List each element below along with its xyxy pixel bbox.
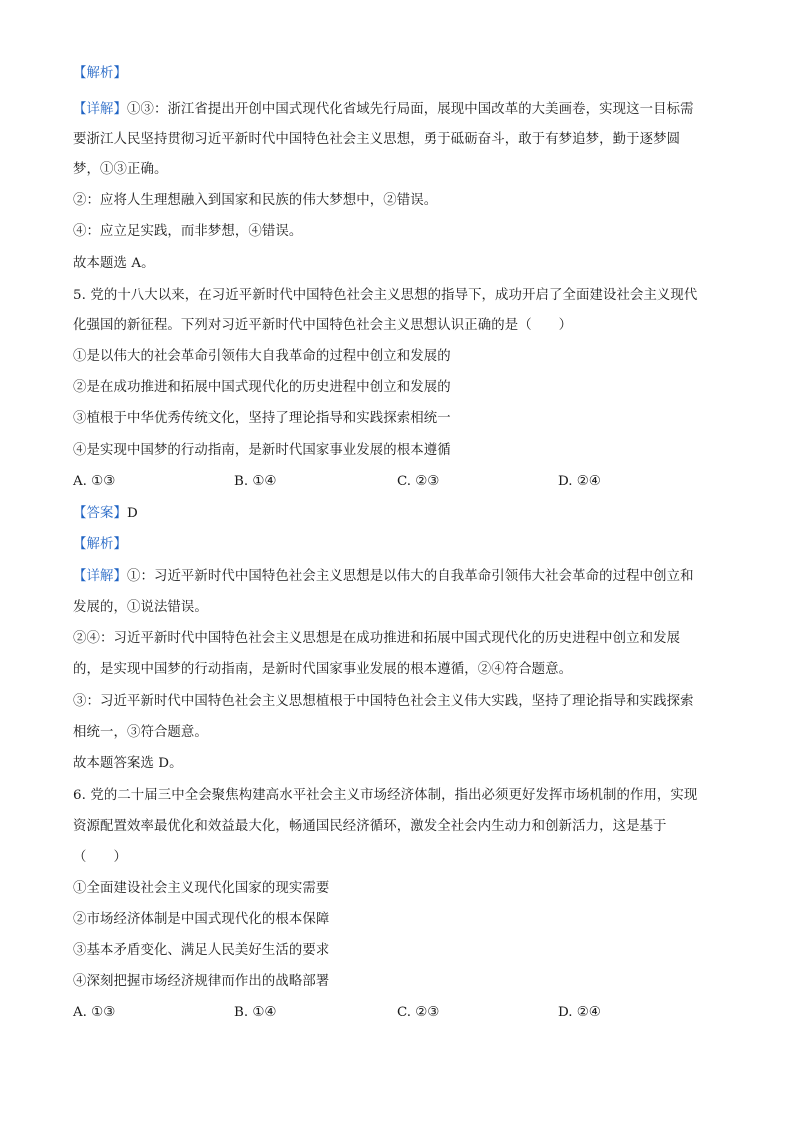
question-6-stem: 6. 党的二十届三中全会聚焦构建高水平社会主义市场经济体制，指出必须更好发挥市场机制的作用，实现 [73,788,698,803]
detail-paragraph [73,567,723,587]
detail-line: 相统一，③符合题意。 [73,725,208,740]
detail-tag: 【详解】 [73,569,127,584]
detail-line: 的，是实现中国梦的行动指南，是新时代国家事业发展的根本遵循，②④符合题意。 [73,662,573,677]
question-5-item: ④是实现中国梦的行动指南，是新时代国家事业发展的根本遵循 [73,443,451,458]
question-6-item: ④深刻把握市场经济规律而作出的战略部署 [73,974,330,989]
conclusion-line: 故本题答案选 D。 [73,756,183,771]
q5-option-a: A. ①③ [73,474,116,489]
question-5-stem: 5. 党的十八大以来，在习近平新时代中国特色社会主义思想的指导下，成功开启了全面建设社会主义现代 [73,288,698,303]
q6-option-b: B. ①④ [234,1005,277,1020]
explanation-line: ④：应立足实践，而非梦想，④错误。 [73,224,303,239]
detail-line: 要浙江人民坚持贯彻习近平新时代中国特色社会主义思想，勇于砥砺奋斗，敢于有梦追梦，勤于逐梦圆 [73,132,681,147]
question-6-stem-line: 资源配置效率最优化和效益最大化，畅通国民经济循环，激发全社会内生动力和创新活力，这是基于 [73,819,667,834]
q5-option-b: B. ①④ [234,474,277,489]
q6-option-d: D. ②④ [558,1005,601,1020]
detail-line: ②④：习近平新时代中国特色社会主义思想是在成功推进和拓展中国式现代化的历史进程中创立和发展 [73,631,681,646]
question-6-item: ①全面建设社会主义现代化国家的现实需要 [73,881,330,896]
explanation-line: ②：应将人生理想融入到国家和民族的伟大梦想中，②错误。 [73,193,438,208]
question-6-item: ③基本矛盾变化、满足人民美好生活的要求 [73,943,330,958]
answer-tag: 【答案】 [73,506,127,521]
q6-option-a: A. ①③ [73,1005,116,1020]
question-5-item: ①是以伟大的社会革命引领伟大自我革命的过程中创立和发展的 [73,349,451,364]
question-6-stem-line: （ ） [73,850,127,865]
conclusion-line: 故本题选 A。 [73,256,155,271]
detail-paragraph [73,100,723,120]
question-6-item: ②市场经济体制是中国式现代化的根本保障 [73,912,330,927]
question-5-item: ②是在成功推进和拓展中国式现代化的历史进程中创立和发展的 [73,380,451,395]
analysis-heading: 【解析】 [73,66,127,81]
question-5-stem-line: 化强国的新征程。下列对习近平新时代中国特色社会主义思想认识正确的是（ ） [73,318,573,333]
analysis-heading: 【解析】 [73,537,127,552]
detail-line: 发展的，①说法错误。 [73,600,208,615]
q5-option-c: C. ②③ [397,474,440,489]
answer-value: D [126,506,138,521]
question-5-item: ③植根于中华优秀传统文化，坚持了理论指导和实践探索相统一 [73,411,451,426]
q5-option-d: D. ②④ [558,474,601,489]
detail-tag: 【详解】 [73,102,127,117]
detail-line: ③：习近平新时代中国特色社会主义思想植根于中国特色社会主义伟大实践，坚持了理论指导和实践探索 [73,694,694,709]
detail-line: 梦，①③正确。 [73,162,168,177]
q6-option-c: C. ②③ [397,1005,440,1020]
detail-text: ①：习近平新时代中国特色社会主义思想是以伟大的自我革命引领伟大社会革命的过程中创立和 [126,569,694,584]
answer-line [73,504,723,524]
detail-text: ①③：浙江省提出开创中国式现代化省域先行局面，展现中国改革的大美画卷，实现这一目标需 [126,102,694,117]
